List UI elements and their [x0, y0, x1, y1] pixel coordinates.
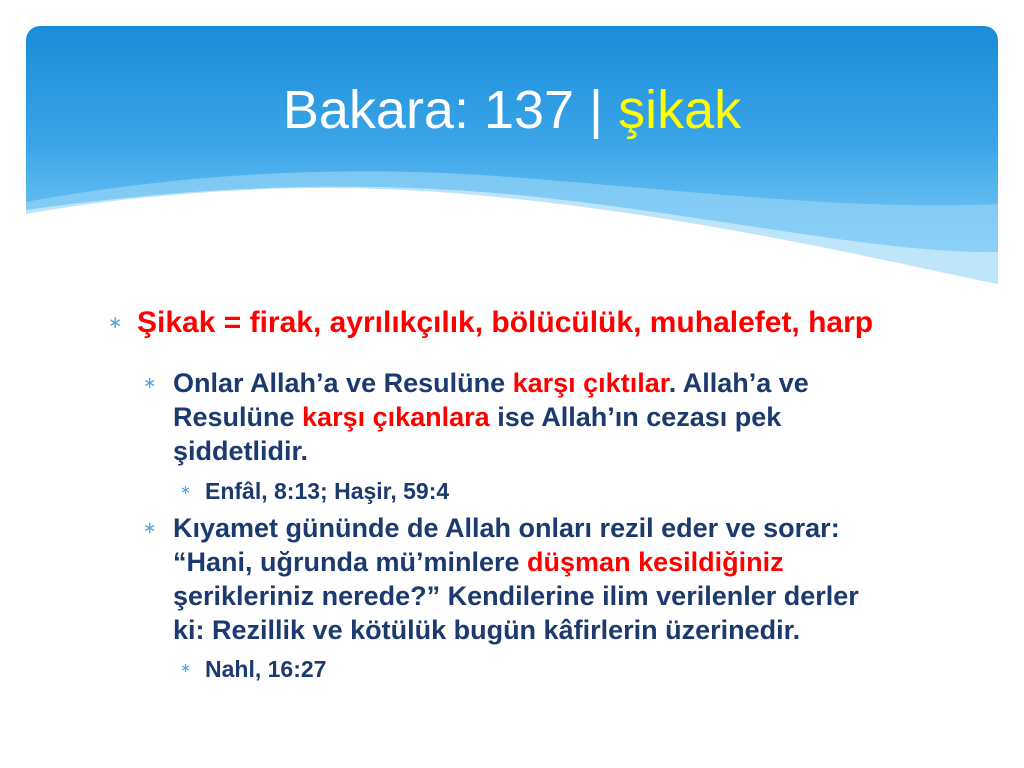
bullet-item-level-1 — [108, 306, 873, 340]
bullet-item-level-3 — [180, 477, 449, 505]
text-segment: Kıyamet gününde de Allah onları rezil eder ve sorar: — [173, 513, 840, 543]
reference-text — [205, 655, 326, 683]
text-segment: şiddetlidir. — [173, 436, 309, 466]
text-segment: Nahl, 16:27 — [205, 656, 327, 682]
text-line — [173, 400, 809, 434]
text-line — [173, 579, 859, 613]
text-line — [137, 306, 873, 340]
text-line — [173, 434, 809, 468]
title-highlight: şikak — [618, 80, 742, 140]
bullet-item-level-3 — [180, 655, 326, 683]
bullet-text — [173, 366, 809, 468]
asterisk-bullet-icon: ∗ — [143, 518, 157, 537]
title-main: Bakara: 137 | — [282, 80, 619, 140]
text-segment: ise Allah’ın cezası pek — [489, 402, 782, 432]
text-line — [173, 545, 859, 579]
text-segment: “Hani, uğrunda mü’minlere — [173, 547, 528, 577]
text-line — [205, 655, 326, 683]
text-line — [173, 511, 859, 545]
text-segment: Onlar Allah’a ve Resulüne — [173, 368, 513, 398]
text-segment-emphasis: Şikak = firak, ayrılıkçılık, bölücülük, muhalefet, harp — [137, 306, 874, 339]
asterisk-bullet-icon: ∗ — [180, 661, 191, 676]
asterisk-bullet-icon: ∗ — [108, 313, 123, 333]
asterisk-bullet-icon: ∗ — [143, 373, 157, 392]
text-line — [173, 366, 809, 400]
wave-decoration — [26, 26, 998, 286]
text-segment: şerikleriniz nerede?” Kendilerine ilim verilenler derler — [173, 581, 859, 611]
text-line — [173, 613, 859, 647]
asterisk-bullet-icon: ∗ — [180, 483, 191, 498]
bullet-item-level-2 — [143, 511, 859, 647]
title-banner — [26, 26, 998, 286]
text-segment: Enfâl, 8:13; Haşir, 59:4 — [205, 478, 450, 504]
reference-text — [205, 477, 449, 505]
bullet-item-level-2 — [143, 366, 809, 468]
text-line — [205, 477, 449, 505]
text-segment-emphasis: düşman kesildiğiniz — [527, 547, 784, 577]
bullet-text — [137, 306, 873, 340]
bullet-text — [173, 511, 859, 647]
text-segment-emphasis: karşı çıktılar — [512, 368, 669, 398]
text-segment-emphasis: karşı çıkanlara — [302, 402, 490, 432]
text-segment: . Allah’a ve — [668, 368, 809, 398]
text-segment: ki: Rezillik ve kötülük bugün kâfirlerin üzerinedir. — [173, 615, 801, 645]
slide-title — [26, 78, 998, 142]
text-segment: Resulüne — [173, 402, 303, 432]
